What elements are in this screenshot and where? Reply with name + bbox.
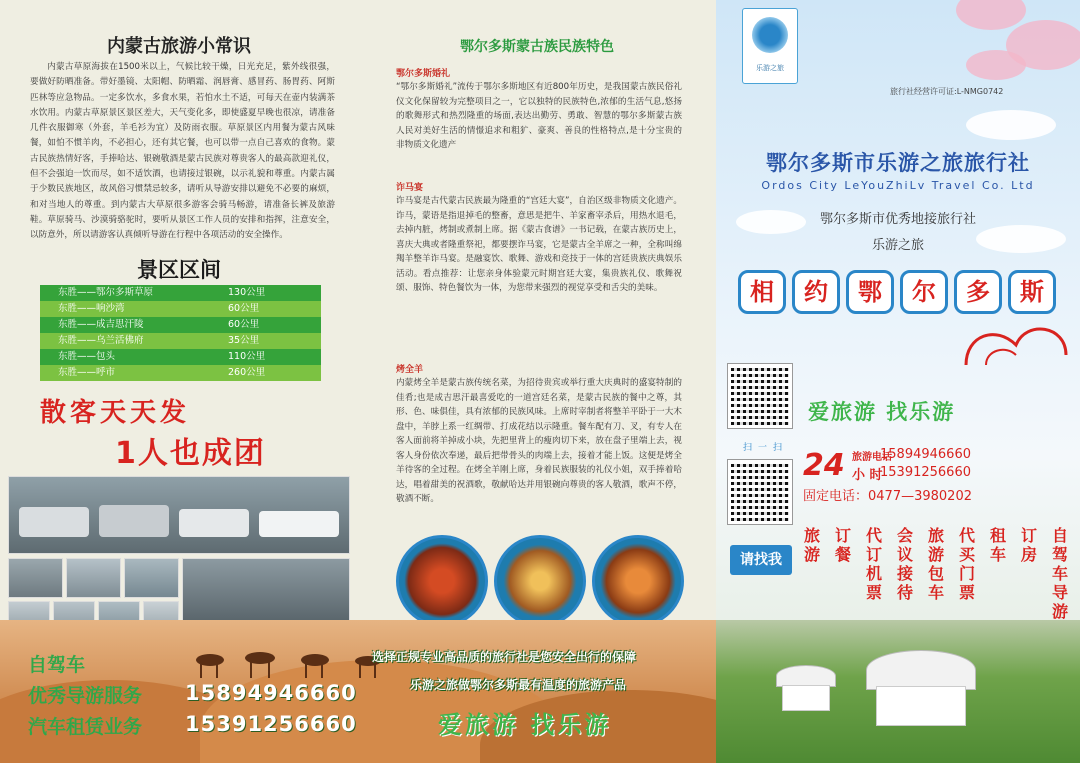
grassland-background [716, 620, 1080, 763]
banner-char: 相 [738, 270, 786, 314]
banner-char: 约 [792, 270, 840, 314]
distance-km: 110公里 [228, 351, 266, 362]
banner-char: 斯 [1008, 270, 1056, 314]
hotline-phone: 15894946660 [880, 447, 971, 462]
hotline-label: 旅游电话 [852, 452, 892, 463]
van-photo [8, 558, 63, 598]
car-rental-label: 汽车租赁业务 [28, 716, 143, 738]
banner-char: 鄂 [846, 270, 894, 314]
agency-name: 鄂尔多斯市乐游之旅旅行社 [766, 151, 1030, 175]
distance-table [40, 285, 321, 381]
product-banner: 乐游之旅做鄂尔多斯最有温度的旅游产品 [410, 678, 627, 692]
phone-number: 15391256660 [185, 712, 357, 736]
guide-service-label: 优秀导游服务 [28, 685, 143, 707]
distance-row [40, 317, 321, 333]
roast-lamb-photo [592, 535, 684, 627]
hotline-phone: 15391256660 [880, 465, 971, 480]
distance-km: 260公里 [228, 367, 266, 378]
distance-route: 东胜——鄂尔多斯草原 [58, 287, 154, 298]
section-heading: 诈马宴 [396, 183, 424, 193]
safety-banner: 选择正规专业高品质的旅行社是您安全出行的保障 [372, 650, 637, 664]
service-item: 代订机票 [865, 526, 882, 602]
service-item: 租车 [989, 526, 1006, 564]
section-heading: 烤全羊 [396, 365, 424, 375]
camel-caravan-icon [190, 642, 400, 682]
license-number: 旅行社经营许可证:L-NMG0742 [890, 87, 1004, 96]
hours-number: 24 [803, 448, 845, 483]
service-item: 旅游 [803, 526, 820, 564]
distance-km: 35公里 [228, 335, 260, 346]
travel-tips-title: 内蒙古旅游小常识 [107, 36, 251, 57]
vehicle-photos [8, 476, 350, 640]
self-drive-label: 自驾车 [28, 654, 86, 676]
distance-km: 60公里 [228, 319, 260, 330]
distance-route: 东胜——乌兰活佛府 [58, 335, 144, 346]
auspicious-cloud-icon [956, 315, 1076, 375]
daily-departure-slogan: 散客天天发 [40, 398, 191, 428]
cover-slogan: 爱旅游 找乐游 [808, 400, 956, 424]
hours-unit-label: 小 时 [852, 468, 883, 483]
section-text: “鄂尔多斯婚礼”流传于鄂尔多斯地区有近800年历史，是我国蒙古族民俗礼仪文化保留较为完整项目之一，它以独特的民族特色,浓郁的生活气息,悠扬的歌舞形式和热烈隆重的场面,表达出勤劳、勇敢、智慧的鄂尔多斯蒙古族人民对美好生活的情憬追求和粗犷、豪爽、善良的性格特点,是十分宝贵的非物质文化遗产 [396, 82, 682, 150]
bus-fleet-photo [8, 476, 350, 554]
service-item: 会议接待 [896, 526, 913, 602]
distance-row [40, 301, 321, 317]
distance-route: 东胜——包头 [58, 351, 116, 362]
service-item: 自驾车导游 [1051, 526, 1068, 621]
distance-row [40, 285, 321, 301]
banquet-photo [494, 535, 586, 627]
landline-phone: 固定电话：0477—3980202 [803, 489, 972, 504]
wedding-photo [396, 535, 488, 627]
service-item: 订房 [1020, 526, 1037, 564]
qr-code-icon[interactable] [728, 460, 792, 524]
distance-row [40, 365, 321, 381]
distance-row [40, 333, 321, 349]
banner-char: 尔 [900, 270, 948, 314]
find-me-badge: 请找我 [730, 545, 792, 575]
travel-tips-paragraph: 内蒙古草原海拔在1500米以上，气候比较干燥，日光充足，紫外线很强，要做好防晒准备。带好墨镜、太阳帽、防晒霜、润唇膏、感冒药、肠胃药、阿斯匹林等应急物品。一定多饮水，多食水果，若怕水土不适，可每天在壶内装满茶水饮用。内蒙古草原景区景区差大，天气变化多，即使盛夏早晚也很凉，请准备几件衣服御寒（外套，羊毛衫为宜）及防雨衣服。草原景区内用餐为蒙古风味餐，如怕不惯羊肉，不必担心，还有其它餐，也可以带一点自己喜欢的食物。蒙古民族热情好客，手捧哈达、银碗敬酒是蒙古民族对尊贵客人的最高款迎礼仪，但不会强迫一饮而尽，如不适饮酒，也请接过银碗，以示礼貌和尊重。内蒙古属于少数民族地区，故风俗习惯禁忌较多，请听从导游安排以避免不必要的麻烦，和对当地人的尊重。到内蒙古大草原很多游客会骑马畅游，请准备长裤及旅游鞋。草原骑马、沙漠骑骆驼时，要听从景区工作人员的安排和指挥，注意安全，以防意外，所以请游客认真倾听导游在行程中各项活动的安全操作。 [30, 62, 335, 241]
distance-route: 东胜——响沙湾 [58, 303, 125, 314]
meet-ordos-banner [738, 270, 1056, 314]
distance-row [40, 349, 321, 365]
service-item: 旅游包车 [927, 526, 944, 602]
section-heading: 鄂尔多斯婚礼 [396, 69, 451, 79]
distance-km: 60公里 [228, 303, 260, 314]
brand-logo [742, 8, 798, 84]
section-text: 内蒙烤全羊是蒙古族传统名菜，为招待贵宾或举行重大庆典时的盛宴特制的佳肴;也是成吉思汗最喜爱吃的一道宫廷名菜，是蒙古民族的餐中之尊，其形、色、味俱佳，具有浓郁的民族风味。上席时宰制者将整羊平卧于一大木盘中，羊脖上系一红绸带、打成花结以示隆重。餐车配有刀、叉，有专人在客人面前将羊掉成小块，先把里背上的瘦肉切下来，放在盘子里端上去，视客人身份依次奉递，最后把带骨头的肉端上去，接着才能上饭。这便是烤全羊待客的全过程。在烤全羊刚上席，身着民族服装的礼仪小姐，双手捧着哈达，唱着甜美的祝酒歌，敬献哈达并用银碗向尊贵的客人敬酒，歌声不停，敬酒不断。 [396, 378, 682, 504]
agency-tagline: 鄂尔多斯市优秀地接旅行社 [819, 212, 976, 227]
scenic-zones-title: 景区区间 [137, 258, 221, 282]
bottom-slogan: 爱旅游 找乐游 [438, 711, 612, 739]
agency-brand: 乐游之旅 [871, 238, 924, 253]
ethnic-features-title: 鄂尔多斯蒙古族民族特色 [460, 39, 614, 55]
minibus-photo [66, 558, 121, 598]
dolphin-logo-icon [752, 17, 788, 53]
distance-route: 东胜——成吉思汗陵 [58, 319, 144, 330]
one-person-group-slogan: 1人也成团 [115, 436, 266, 471]
service-item: 代买门票 [958, 526, 975, 602]
qr-code-icon[interactable] [728, 364, 792, 428]
section-text: 诈马宴是古代蒙古民族最为隆重的“宫廷大宴”，自治区级非物质文化遗产。诈马，蒙语是指退掉毛的整畜，意思是把牛、羊家畜宰杀后，用热水退毛，去掉内脏，烤制或煮制上席。据《蒙古食谱》一书记载，在蒙古族历史上，喜庆大典或者隆重祭祀，都要摆诈马宴，它是蒙古全羊席之一种，全称叫绵羯羊整羊诈马宴。是融宴饮、歌舞、游戏和竞技于一体的宫廷贵族庆典娱乐活动。看点推荐：让您亲身体验蒙元时期宫廷大宴，集贵族礼仪、歌舞祝颂、服饰、特色餐饮为一体，为您带来强烈的视觉享受和舌尖的美味。 [396, 196, 682, 293]
distance-route: 东胜——呼市 [58, 367, 116, 378]
coach-photo [124, 558, 179, 598]
agency-name-english: Ordos City LeYouZhiLv Travel Co. Ltd [761, 179, 1035, 192]
phone-number: 15894946660 [185, 681, 357, 705]
distance-km: 130公里 [228, 287, 266, 298]
service-item: 订餐 [834, 526, 851, 564]
scan-label: 扫一扫 [743, 443, 789, 453]
left-contact-block [28, 650, 357, 743]
logo-text: 乐游之旅 [756, 64, 784, 72]
banner-char: 多 [954, 270, 1002, 314]
